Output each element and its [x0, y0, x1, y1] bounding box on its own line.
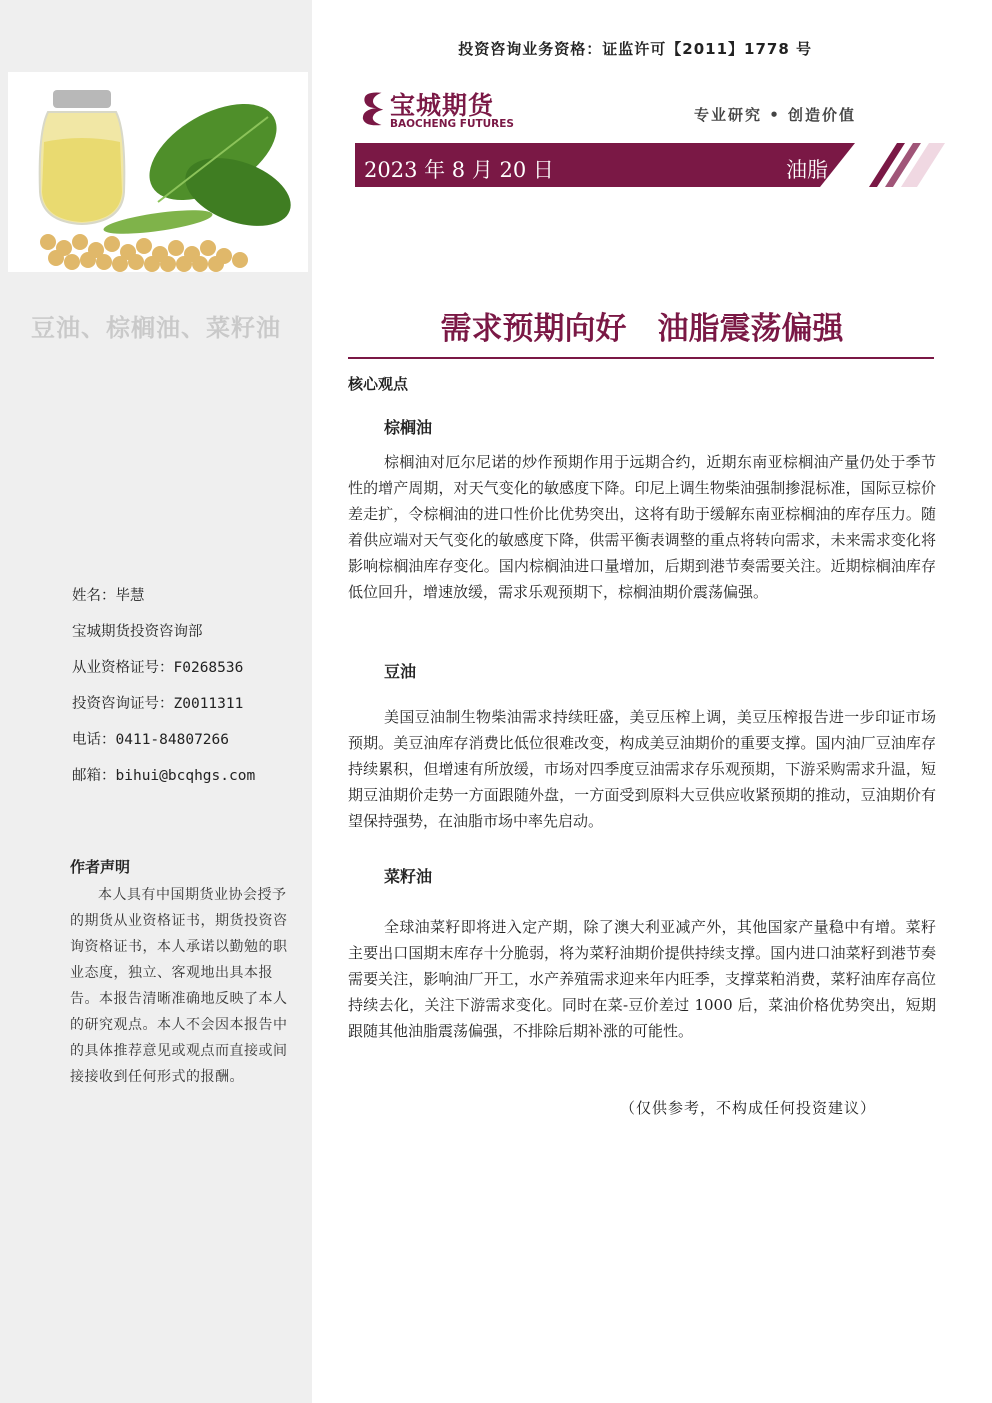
license-line: 投资咨询业务资格：证监许可【2011】1778 号	[458, 40, 812, 58]
author-dept: 宝城期货投资咨询部	[72, 624, 203, 640]
sidebar-subject: 豆油、棕榈油、菜籽油	[31, 314, 281, 342]
core-view-label: 核心观点	[348, 375, 409, 393]
report-headline: 需求预期向好 油脂震荡偏强	[440, 311, 844, 347]
author-name: 姓名：毕慧	[72, 588, 145, 604]
company-name-cn: 宝城期货	[390, 91, 495, 120]
banner-stripes	[855, 143, 945, 187]
report-date: 2023 年 8 月 20 日	[364, 158, 554, 182]
author-phone: 电话：0411-84807266	[72, 732, 229, 748]
slogan: 专业研究 • 创造价值	[694, 106, 857, 124]
section-title-palm-oil: 棕榈油	[384, 418, 433, 437]
headline-divider	[348, 357, 934, 359]
section-text-rapeseed-oil: 全球油菜籽即将进入定产期，除了澳大利亚减产外，其他国家产量稳中有增。菜籽主要出口国期末库存十分脆弱，将为菜籽油期价提供持续支撑。国内进口油菜籽到港节奏需要关注，影响油厂开工，水产养殖需求迎来年内旺季，支撑菜粕消费，菜籽油库存高位持续去化，关注下游需求变化。同时在菜-豆价差过 1000 后，菜油价格优势突出，短期跟随其他油脂震荡偏强，不排除后期补涨的可能性。	[348, 918, 936, 1040]
author-consult-license: 投资咨询证号：Z0011311	[72, 696, 244, 712]
company-logo-icon	[356, 84, 390, 132]
section-title-soybean-oil: 豆油	[384, 662, 417, 681]
section-text-palm-oil: 棕榈油对厄尔尼诺的炒作预期作用于远期合约，近期东南亚棕榈油产量仍处于季节性的增产周期，对天气变化的敏感度下降。印尼上调生物柴油强制掺混标准，国际豆棕价差走扩，令棕榈油的进口性价比优势突出，这将有助于缓解东南亚棕榈油的库存压力。随着供应端对天气变化的敏感度下降，供需平衡表调整的重点将转向需求，未来需求变化将影响棕榈油库存变化。国内棕榈油进口量增加，后期到港节奏需要关注。近期棕榈油库存低位回升，增速放缓，需求乐观预期下，棕榈油期价震荡偏强。	[348, 453, 936, 601]
author-email[interactable]: 邮箱：bihui@bcqhgs.com	[72, 768, 256, 784]
section-text-soybean-oil: 美国豆油制生物柴油需求持续旺盛，美豆压榨上调，美豆压榨报告进一步印证市场预期。美豆油库存消费比低位很难改变，构成美豆油期价的重要支撑。国内油厂豆油库存持续累积，但增速有所放缓，市场对四季度豆油需求存乐观预期，下游采购需求升温，短期豆油期价走势一方面跟随外盘，一方面受到原料大豆供应收紧预期的推动，豆油期价有望保持强势，在油脂市场中率先启动。	[348, 708, 936, 830]
report-category: 油脂	[786, 158, 828, 182]
section-title-rapeseed-oil: 菜籽油	[384, 867, 433, 886]
company-name-en: BAOCHENG FUTURES	[390, 118, 514, 130]
hero-image-soybean-oil	[8, 72, 308, 272]
disclaimer-note: （仅供参考，不构成任何投资建议）	[620, 1099, 877, 1117]
declaration-title: 作者声明	[70, 858, 131, 876]
declaration-text: 本人具有中国期货业协会授予的期货从业资格证书，期货投资咨询资格证书，本人承诺以勤勉的职业态度，独立、客观地出具本报告。本报告清晰准确地反映了本人的研究观点。本人不会因本报告中的具体推荐意见或观点而直接或间接接收到任何形式的报酬。	[70, 887, 288, 1085]
author-info	[72, 586, 302, 802]
author-qualification: 从业资格证号：F0268536	[72, 660, 244, 676]
